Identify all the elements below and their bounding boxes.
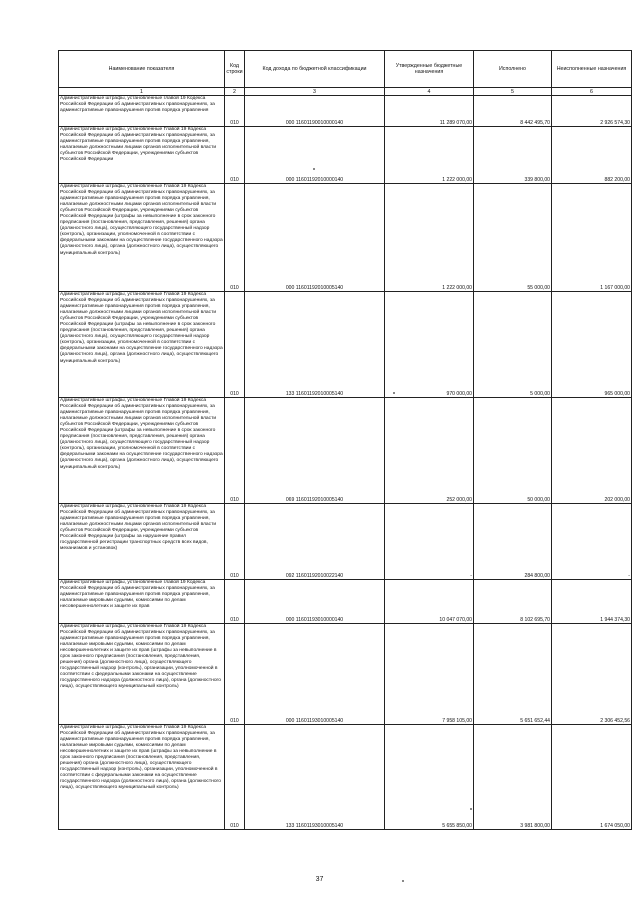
line-code: 010 xyxy=(225,580,245,624)
table-row xyxy=(59,580,632,624)
table-row xyxy=(59,398,632,504)
approved-amount: 970 000,00 xyxy=(385,292,474,398)
approved-amount: 252 000,00 xyxy=(385,398,474,504)
indicator-name: Административные штрафы, установленные Главой 19 Кодекса Российской Федерации об административных правонарушениях, за административные правонарушения против порядка управления, налагаемые должностными лицами органов исполнительной власти субъектов Российской Федерации, учреждениями субъектов Российской Федерации xyxy=(59,127,225,184)
header-unexecuted: Неисполненные назначения xyxy=(552,51,632,88)
table-row xyxy=(59,725,632,830)
unexecuted-amount: - xyxy=(552,504,632,580)
header-indicator-name: Наименование показателя xyxy=(59,51,225,88)
unexecuted-amount: 1 674 050,00 xyxy=(552,725,632,830)
income-code: 069 11601192010005140 xyxy=(245,398,385,504)
unexecuted-amount: 202 000,00 xyxy=(552,398,632,504)
line-code: 010 xyxy=(225,398,245,504)
unexecuted-amount: 965 000,00 xyxy=(552,292,632,398)
approved-amount: 1 222 000,00 xyxy=(385,127,474,184)
header-row xyxy=(59,51,632,88)
line-code: 010 xyxy=(225,624,245,725)
unexecuted-amount: 2 306 452,56 xyxy=(552,624,632,725)
income-code: 000 11601192010005140 xyxy=(245,184,385,292)
executed-amount: 50 000,00 xyxy=(474,398,552,504)
column-number: 4 xyxy=(385,88,474,96)
column-number: 1 xyxy=(59,88,225,96)
executed-amount: 5 000,00 xyxy=(474,292,552,398)
indicator-name: Административные штрафы, установленные Главой 19 Кодекса Российской Федерации об административных правонарушениях, за административные правонарушения против порядка управления, налагаемые должностными лицами органов исполнительной власти субъектов Российской Федерации, учреждениями субъектов Российской Федерации (штрафы за невыполнение в срок законного предписания (постановления, представления, решения) органа (должностного лица), осуществляющего государственный надзор (контроль), организации, уполномоченной в соответствии с федеральными законами на осуществление государственного надзора (должностного лица), органа (должностного лица), осуществляющего муниципальный контроль) xyxy=(59,398,225,504)
column-number-row xyxy=(59,88,632,96)
approved-amount: 10 047 070,00 xyxy=(385,580,474,624)
indicator-name: Административные штрафы, установленные главой 19 Кодекса Российской Федерации об административных правонарушениях, за административные правонарушения против порядка управления xyxy=(59,96,225,127)
unexecuted-amount: 1 944 374,30 xyxy=(552,580,632,624)
line-code: 010 xyxy=(225,725,245,830)
budget-execution-table xyxy=(58,50,632,830)
approved-amount: 11 289 070,00 xyxy=(385,96,474,127)
header-executed: Исполнено xyxy=(474,51,552,88)
unexecuted-amount: 2 926 574,30 xyxy=(552,96,632,127)
unexecuted-amount: 1 167 000,00 xyxy=(552,184,632,292)
header-line-code: Код строки xyxy=(225,51,245,88)
header-approved: Утвержденные бюджетные назначения xyxy=(385,51,474,88)
scan-speck xyxy=(393,392,395,394)
column-number: 2 xyxy=(225,88,245,96)
executed-amount: 3 981 800,00 xyxy=(474,725,552,830)
column-number: 5 xyxy=(474,88,552,96)
scan-speck xyxy=(470,808,472,810)
income-code: 000 11601190010000140 xyxy=(245,96,385,127)
income-code: 133 11601192010005140 xyxy=(245,292,385,398)
line-code: 010 xyxy=(225,96,245,127)
scan-speck xyxy=(313,168,315,170)
table-row xyxy=(59,184,632,292)
scan-speck xyxy=(402,880,404,882)
approved-amount: 1 222 000,00 xyxy=(385,184,474,292)
page-number: 37 xyxy=(315,876,324,883)
unexecuted-amount: 882 200,00 xyxy=(552,127,632,184)
approved-amount: 7 958 105,00 xyxy=(385,624,474,725)
approved-amount: - xyxy=(385,504,474,580)
line-code: 010 xyxy=(225,504,245,580)
header-income-code: Код дохода по бюджетной классификации xyxy=(245,51,385,88)
line-code: 010 xyxy=(225,292,245,398)
table-row xyxy=(59,292,632,398)
executed-amount: 8 442 495,70 xyxy=(474,96,552,127)
table-row xyxy=(59,504,632,580)
line-code: 010 xyxy=(225,184,245,292)
executed-amount: 284 800,00 xyxy=(474,504,552,580)
executed-amount: 8 102 695,70 xyxy=(474,580,552,624)
line-code: 010 xyxy=(225,127,245,184)
table-row xyxy=(59,96,632,127)
indicator-name: Административные штрафы, установленные Главой 19 Кодекса Российской Федерации об административных правонарушениях, за административные правонарушения против порядка управления, налагаемые мировыми судьями, комиссиями по делам несовершеннолетних и защите их прав (штрафы за невыполнение в срок законного предписания (постановления, представления, решения) органа (должностного лица), осуществляющего государственный надзор (контроль), организации, уполномоченной в соответствии с федеральными законами на осуществление государственного надзора (должностного лица), органа (должностного лица), осуществляющего муниципальный контроль) xyxy=(59,725,225,830)
indicator-name: Административные штрафы, установленные Главой 19 Кодекса Российской Федерации об административных правонарушениях, за административные правонарушения против порядка управления, налагаемые должностными лицами органов исполнительной власти субъектов Российской Федерации, учреждениями субъектов Российской Федерации (штрафы за нарушение правил государственной регистрации транспортных средств всех видов, механизмов и установок) xyxy=(59,504,225,580)
column-number: 6 xyxy=(552,88,632,96)
table-row xyxy=(59,624,632,725)
table-row xyxy=(59,127,632,184)
income-code: 000 11601193010005140 xyxy=(245,624,385,725)
column-number: 3 xyxy=(245,88,385,96)
indicator-name: Административные штрафы, установленные главой 19 Кодекса Российской Федерации об административных правонарушениях, за административные правонарушения против порядка управления, налагаемые мировыми судьями, комиссиями по делам несовершеннолетних и защите их прав xyxy=(59,580,225,624)
income-code: 133 11601193010005140 xyxy=(245,725,385,830)
income-code: 000 11601192010000140 xyxy=(245,127,385,184)
executed-amount: 5 651 652,44 xyxy=(474,624,552,725)
income-code: 000 11601193010000140 xyxy=(245,580,385,624)
indicator-name: Административные штрафы, установленные Главой 19 Кодекса Российской Федерации об административных правонарушениях, за административные правонарушения против порядка управления, налагаемые мировыми судьями, комиссиями по делам несовершеннолетних и защите их прав (штрафы за невыполнение в срок законного предписания (постановления, представления, решения) органа (должностного лица), осуществляющего государственный надзор (контроль), организации, уполномоченной в соответствии с федеральными законами на осуществление государственного надзора (должностного лица), органа (должностного лица), осуществляющего муниципальный контроль) xyxy=(59,624,225,725)
executed-amount: 339 800,00 xyxy=(474,127,552,184)
executed-amount: 55 000,00 xyxy=(474,184,552,292)
indicator-name: Административные штрафы, установленные Главой 19 Кодекса Российской Федерации об административных правонарушениях, за административные правонарушения против порядка управления, налагаемые должностными лицами органов исполнительной власти субъектов Российской Федерации, учреждениями субъектов Российской Федерации (штрафы за невыполнение в срок законного предписания (постановления, представления, решения) органа (должностного лица), осуществляющего государственный надзор (контроль), организации, уполномоченной в соответствии с федеральными законами на осуществление государственного надзора (должностного лица), органа (должностного лица), осуществляющего муниципальный контроль) xyxy=(59,292,225,398)
income-code: 092 11601192010022140 xyxy=(245,504,385,580)
indicator-name: Административные штрафы, установленные Главой 19 Кодекса Российской Федерации об административных правонарушениях, за административные правонарушения против порядка управления, налагаемые должностными лицами органов исполнительной власти субъектов Российской Федерации, учреждениями субъектов Российской Федерации (штрафы за невыполнение в срок законного предписания (постановления, представления, решения) органа (должностного лица), осуществляющего государственный надзор (контроль), организации, уполномоченной в соответствии с федеральными законами на осуществление государственного надзора (должностного лица), органа (должностного лица), осуществляющего муниципальный контроль) xyxy=(59,184,225,292)
approved-amount: 5 655 850,00 xyxy=(385,725,474,830)
